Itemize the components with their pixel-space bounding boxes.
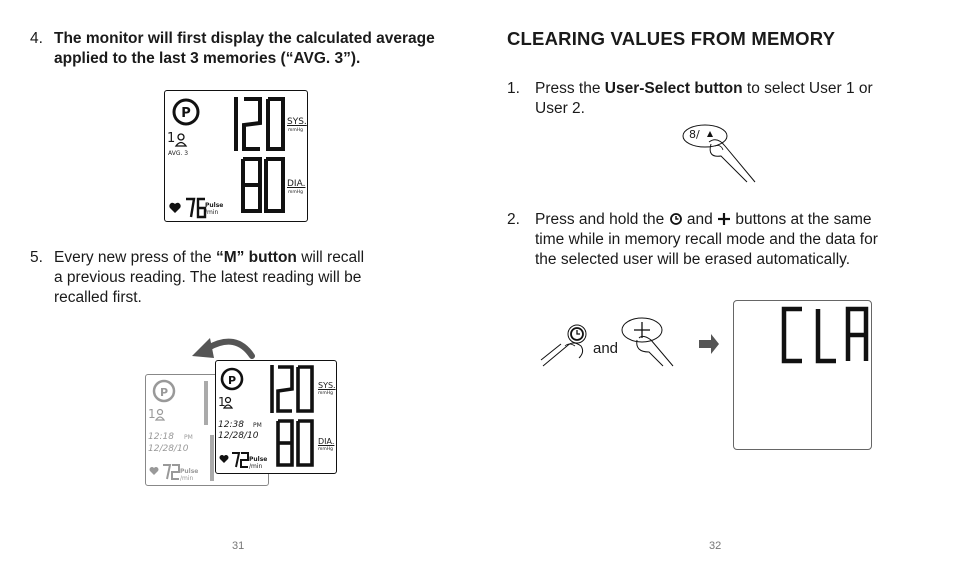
memory-clock-icon xyxy=(669,212,683,226)
step-text-line: The monitor will first display the calculated average xyxy=(54,30,435,47)
dia-unit: mmHg xyxy=(288,190,304,195)
step-4 xyxy=(30,29,450,69)
pulse-label: Pulse xyxy=(249,456,268,463)
user-number: 1 xyxy=(218,395,226,409)
svg-text:P: P xyxy=(181,106,191,121)
step-text-line xyxy=(54,248,364,268)
step-text-line: time while in memory recall mode and the data for xyxy=(535,231,878,248)
step-text-line: the selected user will be erased automatically. xyxy=(535,251,851,268)
plus-icon xyxy=(717,212,731,226)
and-label: and xyxy=(593,340,619,357)
user-number: 1 xyxy=(167,131,176,146)
m-button-reference: “M” button xyxy=(215,249,297,266)
sys-digits xyxy=(236,97,283,151)
svg-text:P: P xyxy=(159,386,169,399)
pulse-label: Pulse xyxy=(180,468,199,475)
lcd-display-clear xyxy=(733,300,872,450)
step-number: 4. xyxy=(30,30,43,47)
step-text-line: applied to the last 3 memories (“AVG. 3”). xyxy=(54,50,361,67)
section-heading: CLEARING VALUES FROM MEMORY xyxy=(507,28,836,49)
lcd-segments-svg xyxy=(216,361,336,473)
step-text: and xyxy=(682,211,718,228)
ampm: PM xyxy=(253,422,262,429)
step-text: Every new press of the xyxy=(54,249,216,266)
step-number: 5. xyxy=(30,249,43,266)
avg-label: AVG. 3 xyxy=(168,150,189,157)
pulse-unit: /min xyxy=(180,475,194,482)
page-number: 32 xyxy=(709,540,722,552)
pulse-unit: /min xyxy=(205,209,219,216)
step-number: 1. xyxy=(507,80,520,97)
step-text: Press and hold the xyxy=(535,211,669,228)
step-2 xyxy=(507,210,937,270)
sys-unit: mmHg xyxy=(318,391,334,396)
step-text-line: recalled first. xyxy=(54,289,142,306)
user-select-button-illustration xyxy=(681,122,771,184)
dia-unit: mmHg xyxy=(318,447,334,452)
dia-digits xyxy=(243,159,283,211)
step-text: to select User 1 or xyxy=(742,80,873,97)
step-1 xyxy=(507,79,927,119)
lcd-display-latest xyxy=(215,360,337,474)
date-readout: 12/28/10 xyxy=(218,431,259,441)
step-text-line xyxy=(535,79,873,99)
press-buttons-illustration xyxy=(539,316,719,374)
lcd-segments-svg xyxy=(734,301,871,449)
page-number: 31 xyxy=(232,540,245,552)
user-number: 1 xyxy=(148,407,156,421)
sys-label: SYS. xyxy=(318,381,336,390)
step-text-line: a previous reading. The latest reading will be xyxy=(54,269,362,286)
step-text: will recall xyxy=(296,249,365,266)
dia-label: DIA. xyxy=(318,437,335,446)
date-readout: 12/28/10 xyxy=(148,444,189,454)
step-text: buttons at the same xyxy=(731,211,872,228)
step-number: 2. xyxy=(507,211,520,228)
ampm: PM xyxy=(184,434,193,441)
lcd-display-average xyxy=(164,90,308,222)
step-5 xyxy=(30,248,450,308)
dia-label: DIA. xyxy=(287,179,306,189)
user-button-label: 8/ xyxy=(689,128,700,141)
time-readout: 12:18 xyxy=(148,432,174,442)
right-page xyxy=(477,0,954,564)
pulse-unit: /min xyxy=(249,463,263,470)
step-text: Press the xyxy=(535,80,605,97)
user-select-button-reference: User-Select button xyxy=(604,80,743,97)
sys-unit: mmHg xyxy=(288,128,304,133)
pulse-label: Pulse xyxy=(205,202,224,209)
step-text-line xyxy=(535,210,872,230)
step-text-line: User 2. xyxy=(535,100,585,117)
sys-label: SYS. xyxy=(287,117,307,127)
svg-text:P: P xyxy=(227,374,237,387)
time-readout: 12:38 xyxy=(218,420,244,430)
